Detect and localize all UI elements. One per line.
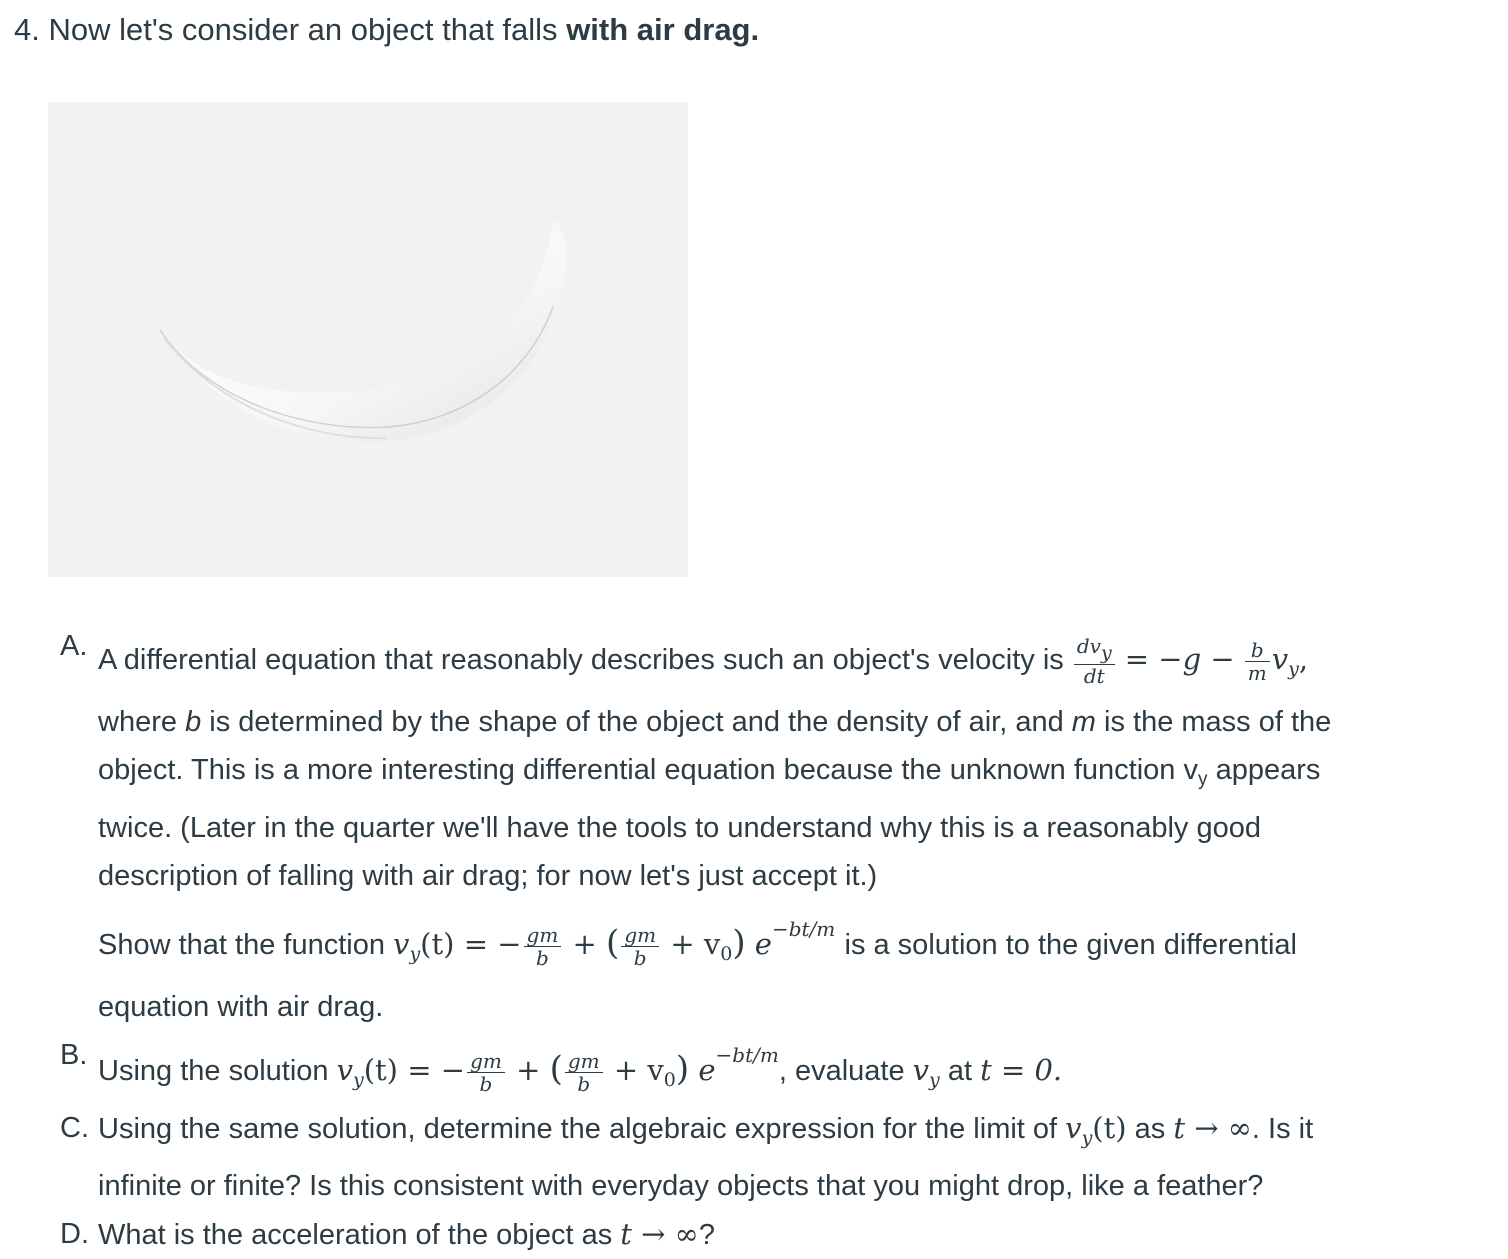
part-c-line-2: infinite or finite? Is this consistent with everyday objects that you might drop, like a feather? [98,1170,1264,1202]
feather-image [48,102,688,577]
dvy-dt-fraction: $\frac{\text{dvy}}{dt}$ [1074,635,1115,687]
part-d-line-1: What is the acceleration of the object as t → ∞? [98,1217,715,1251]
part-a-line-2: where b is determined by the shape of the object and the density of air, and m is the mass of the [98,706,1332,738]
part-b-label: B. [60,1039,88,1071]
part-c-line-1: Using the same solution, determine the algebraic expression for the limit of $v_y(t)$ as t → ∞. Is it [98,1111,1314,1149]
part-b [60,1031,1480,1104]
question-intro: Now let's consider an object that falls [48,12,558,47]
solution-formula-b: $v_y(t)$ = − $\frac{gm}{b}$ + ( $\frac{gm}{b}$ + $v_0$) $e^{-bt/m}$ [336,1043,779,1096]
part-d-label: D. [60,1218,89,1250]
part-a-line-7: equation with air drag. [98,991,384,1023]
part-a-label: A. [60,630,88,662]
part-a-line-4: twice. (Later in the quarter we'll have the tools to understand why this is a reasonably good [98,812,1261,844]
part-a [60,630,1480,1031]
var-m: m [1071,706,1096,738]
part-a-line-5: description of falling with air drag; for now let's just accept it.) [98,860,878,892]
eq-tail: $v_y$, [1271,642,1309,680]
eq-rhs: = −g − [1124,642,1235,676]
solution-formula-a: $v_y(t)$ = − $\frac{gm}{b}$ + ( $\frac{gm}{b}$ + $v_0$) $e^{-bt/m}$ [393,917,836,970]
part-a-line-3: object. This is a more interesting differential equation because the unknown function $v_y$ appears [98,754,1321,790]
question-number: 4. [14,12,40,47]
part-d [60,1210,1480,1259]
question-title [14,10,759,50]
part-a-line-1 [98,630,1480,698]
part-c [60,1104,1480,1210]
b-over-m-fraction: $\frac{b}{m}$ [1245,639,1270,684]
part-b-line-1: Using the solution $v_y(t)$ = − $\frac{gm}{b}$ + ( $\frac{gm}{b}$ + $v_0$) $e^{-bt/m}$, evaluate $v_y$ at t = 0. [98,1043,1063,1096]
part-c-label: C. [60,1112,89,1144]
question-parts [60,630,1480,1259]
feather-icon [48,102,688,577]
part-a-line-6: Show that the function $v_y(t)$ = − $\frac{gm}{b}$ + ( $\frac{gm}{b}$ + $v_0$) $e^{-bt/m}$ is a solution to the given differential [98,917,1297,970]
part-a-text-1: A differential equation that reasonably describes such an object's velocity is [98,644,1064,676]
question-intro-bold: with air drag. [566,12,760,47]
var-b: b [185,706,202,738]
